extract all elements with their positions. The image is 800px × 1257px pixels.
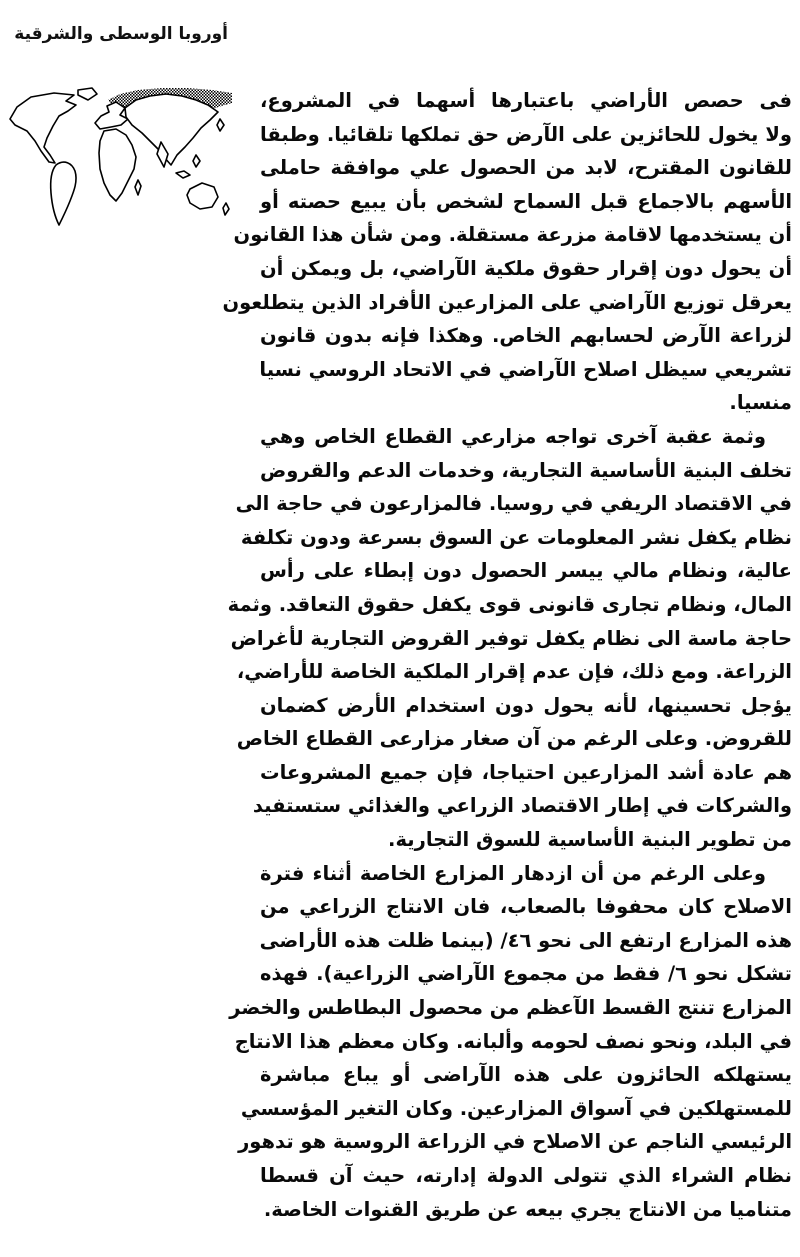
- text-line: الزراعة. ومع ذلك، فإن عدم إقرار الملكية الخاصة للأراضي،: [236, 660, 792, 684]
- islands-indonesia: [176, 171, 190, 178]
- text-line: تشريعي سيظل اصلاح الآراضي في الاتحاد الروسي نسيا: [259, 357, 792, 381]
- text-line: يعرقل توزيع الآراضي على المزارعين الأفراد الذين يتطلعون: [222, 290, 792, 314]
- text-line: لزراعة الآرض لحسابهم الخاص. وهكذا فإنه بدون قانون: [260, 324, 792, 348]
- continent-australia: [187, 183, 218, 209]
- world-map: [4, 84, 236, 236]
- text-line: الاصلاح كان محفوفا بالصعاب، فان الانتاج الزراعي من: [260, 895, 792, 919]
- text-line: أن يستخدمها لاقامة مزرعة مستقلة. ومن شأن هذا القانون: [233, 223, 792, 247]
- island-madagascar: [135, 180, 141, 195]
- text-line: الرئيسي الناجم عن الاصلاح في الزراعة الروسية هو تدهور: [238, 1130, 792, 1154]
- article-text-column: [222, 84, 792, 1226]
- text-line: نظام يكفل نشر المعلومات عن السوق بسرعة ودون تكلفة: [240, 525, 792, 549]
- text-line: هم عادة أشد المزارعين احتياجا، فإن جميع المشروعات: [260, 760, 792, 784]
- text-line: منسيا.: [729, 391, 792, 415]
- text-line: عالية، ونظام مالي ييسر الحصول دون إبطاء على رأس: [260, 559, 792, 583]
- text-line: الأسهم بالاجماع قبل السماح لشخص بأن يبيع حصته أو: [260, 189, 792, 213]
- islands-philippines: [193, 155, 200, 167]
- islands-japan: [217, 119, 224, 131]
- text-line: متناميا من الانتاج يجري بيعه عن طريق القنوات الخاصة.: [263, 1197, 792, 1221]
- text-line: يؤجل تحسينها، لأنه يحول دون استخدام الأرض كضمان: [260, 693, 792, 717]
- text-line: وثمة عقبة آخرى تواجه مزارعي القطاع الخاص وهي: [260, 424, 766, 448]
- text-line: المال، ونظام تجارى قانونى قوى يكفل حقوق التعاقد. وثمة: [227, 592, 792, 616]
- text-line: المزارع تنتج القسط الآعظم من محصول البطاطس والخضر: [229, 996, 792, 1020]
- continent-africa: [99, 129, 136, 201]
- continent-north-america: [10, 93, 76, 163]
- text-line: تخلف البنية الأساسية التجارية، وخدمات الدعم والقروض: [260, 458, 792, 482]
- text-line: فى حصص الأراضي باعتبارها أسهما في المشروع،: [260, 89, 792, 112]
- island-greenland: [78, 88, 97, 100]
- text-line: أن يحول دون إقرار حقوق ملكية الآراضي، بل ويمكن أن: [260, 256, 792, 280]
- text-line: للقانون المقترح، لابد من الحصول علي موافقة حاملى: [260, 156, 792, 180]
- continent-europe: [95, 102, 128, 129]
- paragraph-3: [229, 857, 792, 1227]
- paragraph-2: [227, 420, 792, 857]
- text-line: والشركات في إطار الاقتصاد الزراعي والغذائي ستستفيد: [252, 794, 792, 818]
- text-line: في الاقتصاد الريفي في روسيا. فالمزارعون في حاجة الى: [235, 492, 792, 516]
- continent-south-america: [51, 162, 76, 225]
- text-line: وعلى الرغم من أن ازدهار المزارع الخاصة أثناء فترة: [260, 861, 766, 885]
- paragraph-1: [222, 84, 792, 420]
- world-map-icon: [4, 84, 236, 236]
- island-new-zealand: [223, 203, 229, 215]
- text-line: تشكل نحو ٦/ فقط من مجموع الآراضي الزراعية). فهذه: [260, 962, 792, 986]
- text-line: يستهلكه الحائزون على هذه الآراضى أو يباع مباشرة: [260, 1063, 792, 1087]
- text-line: نظام الشراء الذي تتولى الدولة إدارته، حيث آن قسطا: [260, 1164, 792, 1187]
- section-label: أوروبا الوسطى والشرقية: [14, 24, 228, 44]
- text-line: حاجة ماسة الى نظام يكفل توفير القروض التجارية لأغراض: [230, 626, 792, 650]
- text-line: للمستهلكين في آسواق المزارعين. وكان التغير المؤسسي: [240, 1096, 792, 1120]
- continent-asia: [125, 94, 218, 165]
- text-line: في البلد، ونحو نصف لحومه وألبانه. وكان معظم هذا الانتاج: [234, 1029, 792, 1053]
- text-line: ولا يخول للحائزين على الآرض حق تملكها تلقائيا. وطبقا: [260, 122, 792, 146]
- text-line: هذه المزارع ارتفع الى نحو ٤٦/ (بينما ظلت هذه الأراضى: [259, 928, 792, 952]
- text-line: للقروض. وعلى الرغم من آن صغار مزارعى القطاع الخاص: [236, 727, 792, 751]
- text-line: من تطوير البنية الأساسية للسوق التجارية.: [388, 828, 792, 852]
